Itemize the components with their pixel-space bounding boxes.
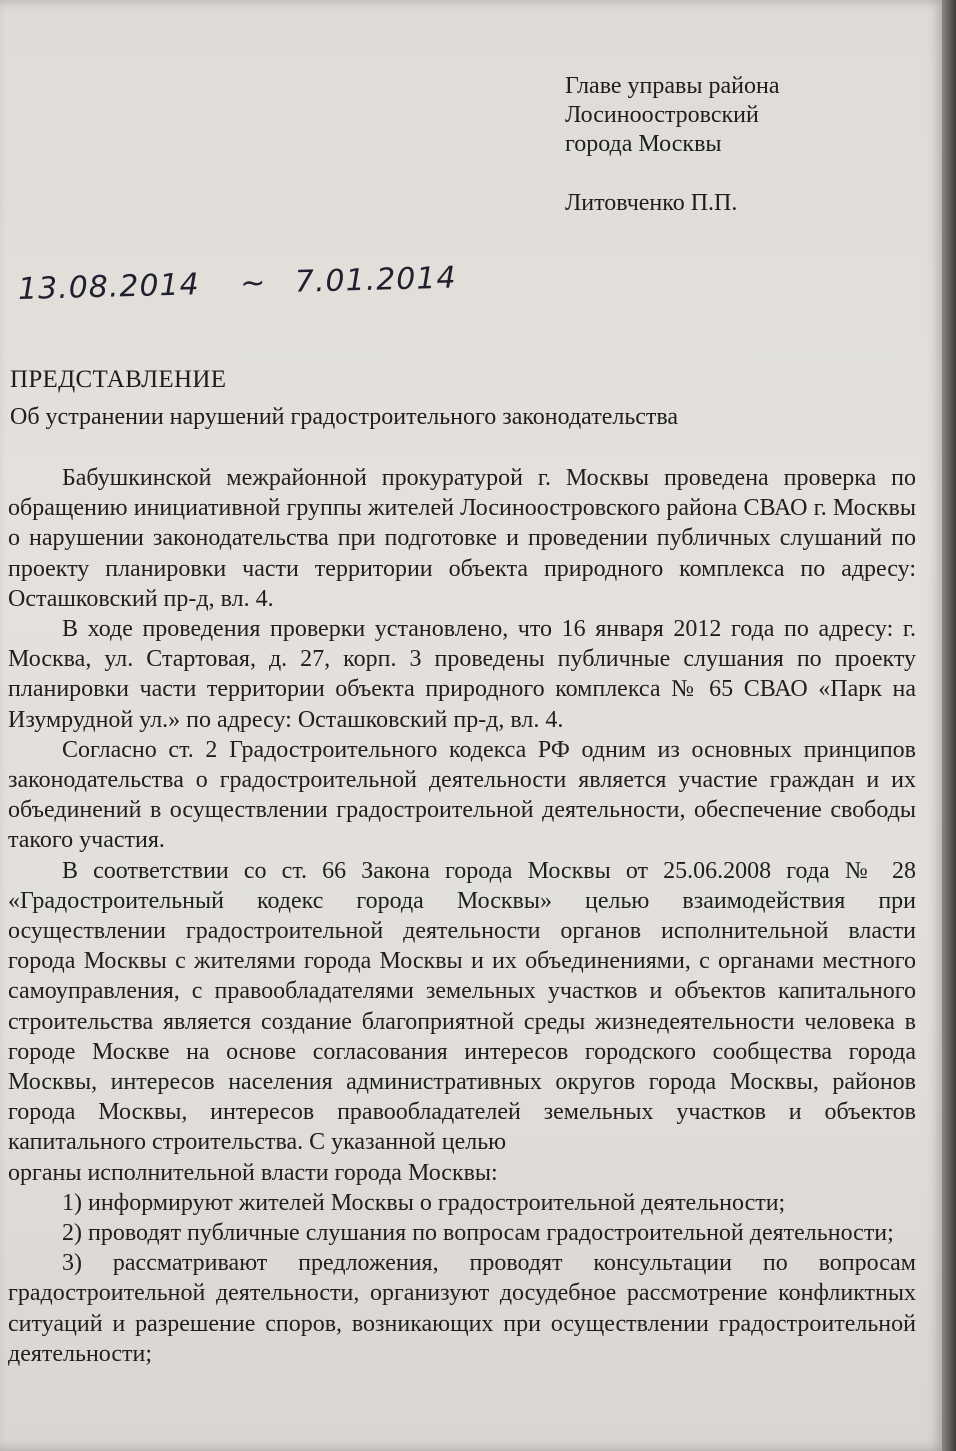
list-item-1: 1) информируют жителей Москвы о градостроительной деятельности; — [62, 1189, 786, 1216]
paragraph-3: Согласно ст. 2 Градостроительного кодекса РФ одним из основных принципов законодательства о градостроительной деятельности является участие граждан и их объединений в осуществлении градостроительной деятельности, обеспечение свободы такого участия. — [8, 736, 916, 854]
addressee-block — [565, 72, 780, 218]
document-title: ПРЕДСТАВЛЕНИЕ — [10, 366, 227, 393]
handwritten-date-2: 7.01.2014 — [294, 260, 458, 300]
list-item-2: 2) проводят публичные слушания по вопросам градостроительной деятельности; — [62, 1220, 894, 1247]
handwritten-separator: ~ — [239, 265, 267, 302]
paragraph-4: В соответствии со ст. 66 Закона города Москвы от 25.06.2008 года № 28 «Градостроительный кодекс города Москвы» целью взаимодействия при осуществлении градостроительной деятельности органов исполнительной власти города Москвы с жителями города Москвы и их объединениями, с органами местного самоуправления, с правообладателями земельных участков и объектов капитального строительства является создание благоприятной среды жизнедеятельности человека в городе Москве на основе согласования интересов городского сообщества города Москвы, интересов населения административных округов города Москвы, районов города Москвы, интересов правообладателей земельных участков и объектов капитального строительства. С указанной целью — [8, 857, 916, 1156]
page-edge-shadow — [942, 0, 956, 1451]
document-subtitle: Об устранении нарушений градостроительного законодательства — [10, 404, 679, 430]
addressee-line-2: Лосиноостровский — [565, 102, 759, 128]
handwritten-date-1: 13.08.2014 — [17, 267, 201, 307]
paragraph-1: Бабушкинской межрайонной прокуратурой г. Москвы проведена проверка по обращению инициативной группы жителей Лосиноостровского района СВАО г. Москвы о нарушении законодательства при подготовке и проведении публичных слушаний по проекту планировки части территории объекта природного комплекса по адресу: Осташковский пр-д, вл. 4. — [8, 465, 916, 612]
document-body — [8, 463, 916, 1369]
list-intro: органы исполнительной власти города Москвы: — [8, 1159, 498, 1186]
addressee-name: Литовченко П.П. — [565, 190, 738, 216]
paragraph-2: В ходе проведения проверки установлено, что 16 января 2012 года по адресу: г. Москва, ул. Стартовая, д. 27, корп. 3 проведены публичные слушания по проекту планировки части территории объекта природного комплекса № 65 СВАО «Парк на Изумрудной ул.» по адресу: Осташковский пр-д, вл. 4. — [8, 616, 916, 733]
list-item-3: 3) рассматривают предложения, проводят консультации по вопросам градостроительной деятельности, организуют досудебное рассмотрение конфликтных ситуаций и разрешение споров, возникающих при осуществлении градостроительной деятельности; — [8, 1250, 916, 1367]
addressee-line-3: города Москвы — [565, 131, 722, 157]
addressee-line-1: Главе управы района — [565, 73, 780, 99]
